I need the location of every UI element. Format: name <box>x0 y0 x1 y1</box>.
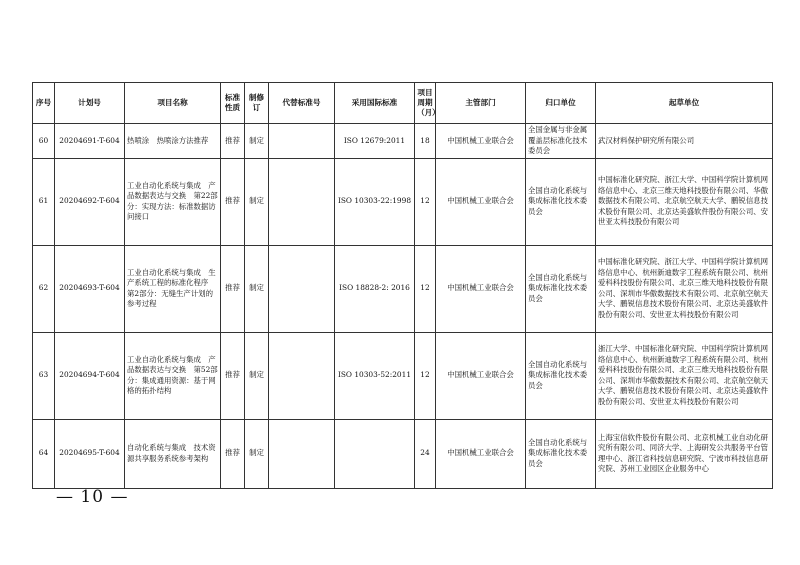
header-drafting-units: 起草单位 <box>596 83 773 124</box>
header-revision: 制修订 <box>245 83 269 124</box>
cell-project-name: 工业自动化系统与集成 产品数据表达与交换 第52部分：集成通用资源：基于网格的拓扑结构 <box>125 332 221 419</box>
cell-plan-no: 20204695-T-604 <box>55 419 125 488</box>
cell-seq: 60 <box>33 124 55 159</box>
cell-replaced-std <box>269 419 335 488</box>
cell-replaced-std <box>269 124 335 159</box>
cell-project-name: 工业自动化系统与集成 产品数据表达与交换 第22部分：实现方法：标准数据访问接口 <box>125 158 221 245</box>
cell-revision: 制定 <box>245 419 269 488</box>
cell-project-name: 工业自动化系统与集成 生产系统工程的标准化程序 第2部分：无缝生产计划的参考过程 <box>125 245 221 332</box>
cell-revision: 制定 <box>245 332 269 419</box>
cell-intl-std: ISO 10303-52:2011 <box>335 332 415 419</box>
cell-authority: 中国机械工业联合会 <box>436 124 526 159</box>
cell-authority: 中国机械工业联合会 <box>436 158 526 245</box>
header-authority: 主管部门 <box>436 83 526 124</box>
cell-seq: 63 <box>33 332 55 419</box>
cell-revision: 制定 <box>245 245 269 332</box>
cell-intl-std: ISO 12679:2011 <box>335 124 415 159</box>
cell-authority: 中国机械工业联合会 <box>436 419 526 488</box>
page-number: — 10 — <box>56 487 129 507</box>
cell-std-nature: 推荐 <box>221 158 245 245</box>
cell-period: 12 <box>415 332 436 419</box>
table-row <box>33 124 773 159</box>
header-std-nature: 标准性质 <box>221 83 245 124</box>
table-row <box>33 332 773 419</box>
cell-drafting-units: 武汉材料保护研究所有限公司 <box>596 124 773 159</box>
cell-std-nature: 推荐 <box>221 332 245 419</box>
cell-tc-unit: 全国自动化系统与集成标准化技术委员会 <box>526 158 596 245</box>
cell-authority: 中国机械工业联合会 <box>436 245 526 332</box>
standards-plan-table <box>32 82 773 489</box>
cell-project-name: 自动化系统与集成 技术资源共享服务系统参考架构 <box>125 419 221 488</box>
cell-std-nature: 推荐 <box>221 124 245 159</box>
cell-period: 12 <box>415 245 436 332</box>
cell-plan-no: 20204691-T-604 <box>55 124 125 159</box>
cell-drafting-units: 上海宝信软件股份有限公司、北京机械工业自动化研究所有限公司、同济大学、上海研发公共服务平台管理中心、浙江省科技信息研究院、宁波市科技信息研究院、苏州工业园区企业服务中心 <box>596 419 773 488</box>
standards-plan-table-sheet <box>32 82 772 489</box>
cell-plan-no: 20204694-T-604 <box>55 332 125 419</box>
cell-plan-no: 20204693-T-604 <box>55 245 125 332</box>
header-seq: 序号 <box>33 83 55 124</box>
cell-revision: 制定 <box>245 124 269 159</box>
cell-period: 24 <box>415 419 436 488</box>
cell-std-nature: 推荐 <box>221 419 245 488</box>
cell-period: 18 <box>415 124 436 159</box>
header-period: 项目周期（月） <box>415 83 436 124</box>
table-row <box>33 245 773 332</box>
cell-drafting-units: 中国标准化研究院、浙江大学、中国科学院计算机网络信息中心、杭州新迪数字工程系统有限公司、杭州爱科科技股份有限公司、北京三维天地科技股份有限公司、深圳市华傲数据技术有限公司、北京航空航天大学、鹏锐信息技术股份有限公司、北京达美盛软件股份有限公司、安世亚太科技股份有限公司 <box>596 245 773 332</box>
table-row <box>33 158 773 245</box>
cell-revision: 制定 <box>245 158 269 245</box>
cell-intl-std: ISO 10303-22:1998 <box>335 158 415 245</box>
cell-tc-unit: 全国自动化系统与集成标准化技术委员会 <box>526 332 596 419</box>
cell-drafting-units: 浙江大学、中国标准化研究院、中国科学院计算机网络信息中心、杭州新迪数字工程系统有限公司、杭州爱科科技股份有限公司、北京三维天地科技股份有限公司、深圳市华傲数据技术有限公司、北京航空航天大学、鹏锐信息技术股份有限公司、北京达美盛软件股份有限公司、安世亚太科技股份有限公司 <box>596 332 773 419</box>
header-replaced-std: 代替标准号 <box>269 83 335 124</box>
cell-seq: 64 <box>33 419 55 488</box>
cell-tc-unit: 全国自动化系统与集成标准化技术委员会 <box>526 419 596 488</box>
cell-intl-std: ISO 18828-2: 2016 <box>335 245 415 332</box>
header-project-name: 项目名称 <box>125 83 221 124</box>
cell-replaced-std <box>269 332 335 419</box>
cell-replaced-std <box>269 245 335 332</box>
cell-tc-unit: 全国自动化系统与集成标准化技术委员会 <box>526 245 596 332</box>
cell-replaced-std <box>269 158 335 245</box>
cell-tc-unit: 全国金属与非金属覆盖层标准化技术委员会 <box>526 124 596 159</box>
header-tc-unit: 归口单位 <box>526 83 596 124</box>
table-header-row <box>33 83 773 124</box>
cell-period: 12 <box>415 158 436 245</box>
cell-drafting-units: 中国标准化研究院、浙江大学、中国科学院计算机网络信息中心、北京三维天地科技股份有限公司、华傲数据技术有限公司、北京航空航天大学、鹏锐信息技术股份有限公司、北京达美盛软件股份有限公司、安世亚太科技股份有限公司 <box>596 158 773 245</box>
header-intl-std: 采用国际标准 <box>335 83 415 124</box>
cell-project-name: 热喷涂 热喷涂方法推荐 <box>125 124 221 159</box>
cell-seq: 62 <box>33 245 55 332</box>
cell-std-nature: 推荐 <box>221 245 245 332</box>
table-row <box>33 419 773 488</box>
cell-intl-std <box>335 419 415 488</box>
cell-authority: 中国机械工业联合会 <box>436 332 526 419</box>
cell-seq: 61 <box>33 158 55 245</box>
header-plan-no: 计划号 <box>55 83 125 124</box>
cell-plan-no: 20204692-T-604 <box>55 158 125 245</box>
